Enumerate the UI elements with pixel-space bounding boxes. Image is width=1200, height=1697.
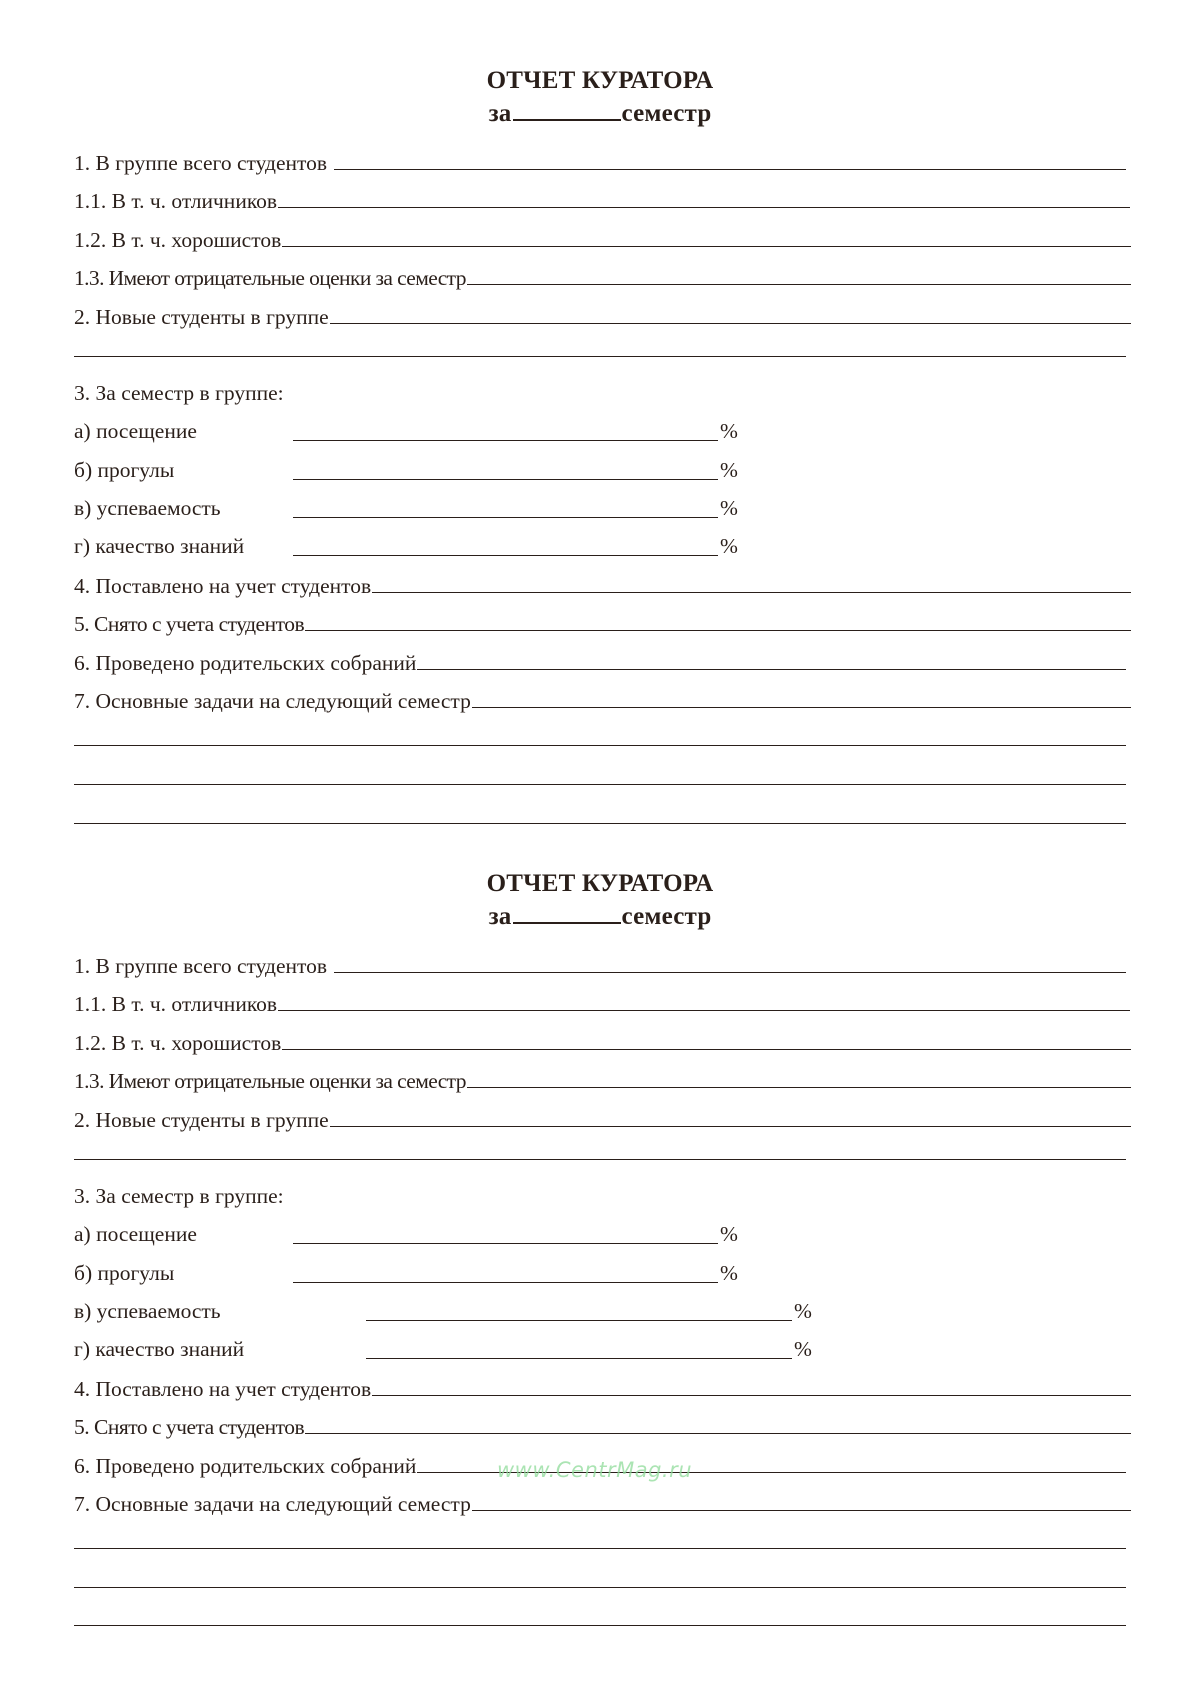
truancy-input-line[interactable] <box>293 1258 718 1283</box>
field-excellent <box>74 185 1130 215</box>
field-deregistered <box>74 608 1131 638</box>
parent-meetings-input-line[interactable] <box>417 647 1126 670</box>
field-label: б) прогулы <box>74 1261 175 1285</box>
total-students-input-line[interactable] <box>334 950 1126 973</box>
field-new-students <box>74 1104 1131 1134</box>
knowledge-quality-input-line[interactable] <box>293 531 718 556</box>
field-label: а) посещение <box>74 419 197 443</box>
section-heading: 3. За семестр в группе: <box>74 1184 284 1208</box>
field-truancy <box>74 1258 754 1288</box>
next-tasks-extra-line-3[interactable] <box>74 823 1126 824</box>
field-progress <box>74 493 754 523</box>
field-parent-meetings <box>74 647 1126 677</box>
percent-sign: % <box>794 1299 812 1323</box>
form-title-text: ОТЧЕТ КУРАТОРА <box>486 870 714 897</box>
field-label: г) качество знаний <box>74 1337 245 1361</box>
next-tasks-input-line[interactable] <box>472 1488 1131 1511</box>
new-students-extra-line[interactable] <box>74 356 1126 357</box>
field-deregistered <box>74 1411 1131 1441</box>
field-label: 5. Снято с учета студентов <box>74 1415 305 1439</box>
field-good <box>74 224 1131 254</box>
watermark-text: www.CentrMag.ru <box>497 1458 693 1482</box>
negative-grades-input-line[interactable] <box>467 262 1131 285</box>
field-label: 1.1. В т. ч. отличников <box>74 992 278 1016</box>
field-attendance <box>74 416 754 446</box>
semester-stats-header <box>74 378 284 408</box>
field-label: 1.1. В т. ч. отличников <box>74 189 278 213</box>
field-attendance <box>74 1219 754 1249</box>
subtitle-prefix: за <box>488 100 512 127</box>
field-label: б) прогулы <box>74 458 175 482</box>
field-label: 7. Основные задачи на следующий семестр <box>74 1492 471 1516</box>
field-label: 2. Новые студенты в группе <box>74 305 329 329</box>
registered-input-line[interactable] <box>372 570 1131 593</box>
field-label: 1.3. Имеют отрицательные оценки за семестр <box>74 1069 466 1093</box>
next-tasks-extra-line-3[interactable] <box>74 1625 1126 1626</box>
good-input-line[interactable] <box>282 224 1131 247</box>
field-label: 1.2. В т. ч. хорошистов <box>74 1031 282 1055</box>
field-label: в) успеваемость <box>74 496 221 520</box>
field-label: 2. Новые студенты в группе <box>74 1108 329 1132</box>
deregistered-input-line[interactable] <box>305 608 1131 631</box>
field-excellent <box>74 988 1130 1018</box>
field-truancy <box>74 455 754 485</box>
field-label: 1.2. В т. ч. хорошистов <box>74 228 282 252</box>
new-students-input-line[interactable] <box>330 1104 1131 1127</box>
form-title-text: ОТЧЕТ КУРАТОРА <box>486 67 714 94</box>
percent-sign: % <box>720 419 738 443</box>
deregistered-input-line[interactable] <box>305 1411 1131 1434</box>
field-label: г) качество знаний <box>74 534 245 558</box>
registered-input-line[interactable] <box>372 1373 1131 1396</box>
field-next-tasks <box>74 685 1131 715</box>
negative-grades-input-line[interactable] <box>467 1065 1131 1088</box>
field-label: 1. В группе всего студентов <box>74 151 328 175</box>
form-title <box>0 869 1200 899</box>
knowledge-quality-input-line[interactable] <box>366 1334 792 1359</box>
field-registered <box>74 570 1131 600</box>
field-label: 1.3. Имеют отрицательные оценки за семестр <box>74 266 466 290</box>
excellent-input-line[interactable] <box>278 988 1130 1011</box>
percent-sign: % <box>720 458 738 482</box>
next-tasks-input-line[interactable] <box>472 685 1131 708</box>
field-negative-grades <box>74 262 1131 292</box>
excellent-input-line[interactable] <box>278 185 1130 208</box>
percent-sign: % <box>794 1337 812 1361</box>
progress-input-line[interactable] <box>366 1296 792 1321</box>
progress-input-line[interactable] <box>293 493 718 518</box>
semester-subtitle <box>0 99 1200 129</box>
semester-stats-header <box>74 1181 284 1211</box>
form-title <box>0 66 1200 96</box>
truancy-input-line[interactable] <box>293 455 718 480</box>
field-knowledge-quality <box>74 531 754 561</box>
field-label: 6. Проведено родительских собраний <box>74 1454 417 1478</box>
next-tasks-extra-line-1[interactable] <box>74 745 1126 746</box>
field-label: 4. Поставлено на учет студентов <box>74 1377 372 1401</box>
field-registered <box>74 1373 1131 1403</box>
field-label: в) успеваемость <box>74 1299 221 1323</box>
good-input-line[interactable] <box>282 1027 1131 1050</box>
percent-sign: % <box>720 1261 738 1285</box>
field-total-students <box>74 147 1126 177</box>
percent-sign: % <box>720 534 738 558</box>
subtitle-suffix: семестр <box>621 903 712 930</box>
subtitle-suffix: семестр <box>621 100 712 127</box>
field-label: 6. Проведено родительских собраний <box>74 651 417 675</box>
next-tasks-extra-line-1[interactable] <box>74 1548 1126 1549</box>
section-heading: 3. За семестр в группе: <box>74 381 284 405</box>
attendance-input-line[interactable] <box>293 1219 718 1244</box>
semester-input-line[interactable] <box>513 904 621 924</box>
field-progress <box>74 1296 834 1326</box>
attendance-input-line[interactable] <box>293 416 718 441</box>
field-new-students <box>74 301 1131 331</box>
subtitle-prefix: за <box>488 903 512 930</box>
field-good <box>74 1027 1131 1057</box>
new-students-extra-line[interactable] <box>74 1159 1126 1160</box>
field-label: 5. Снято с учета студентов <box>74 612 305 636</box>
semester-subtitle <box>0 902 1200 932</box>
next-tasks-extra-line-2[interactable] <box>74 784 1126 785</box>
field-next-tasks <box>74 1488 1131 1518</box>
field-label: а) посещение <box>74 1222 197 1246</box>
field-knowledge-quality <box>74 1334 834 1364</box>
field-negative-grades <box>74 1065 1131 1095</box>
field-label: 1. В группе всего студентов <box>74 954 328 978</box>
total-students-input-line[interactable] <box>334 147 1126 170</box>
field-label: 4. Поставлено на учет студентов <box>74 574 372 598</box>
next-tasks-extra-line-2[interactable] <box>74 1587 1126 1588</box>
percent-sign: % <box>720 1222 738 1246</box>
new-students-input-line[interactable] <box>330 301 1131 324</box>
field-label: 7. Основные задачи на следующий семестр <box>74 689 471 713</box>
percent-sign: % <box>720 496 738 520</box>
field-total-students <box>74 950 1126 980</box>
semester-input-line[interactable] <box>513 101 621 121</box>
